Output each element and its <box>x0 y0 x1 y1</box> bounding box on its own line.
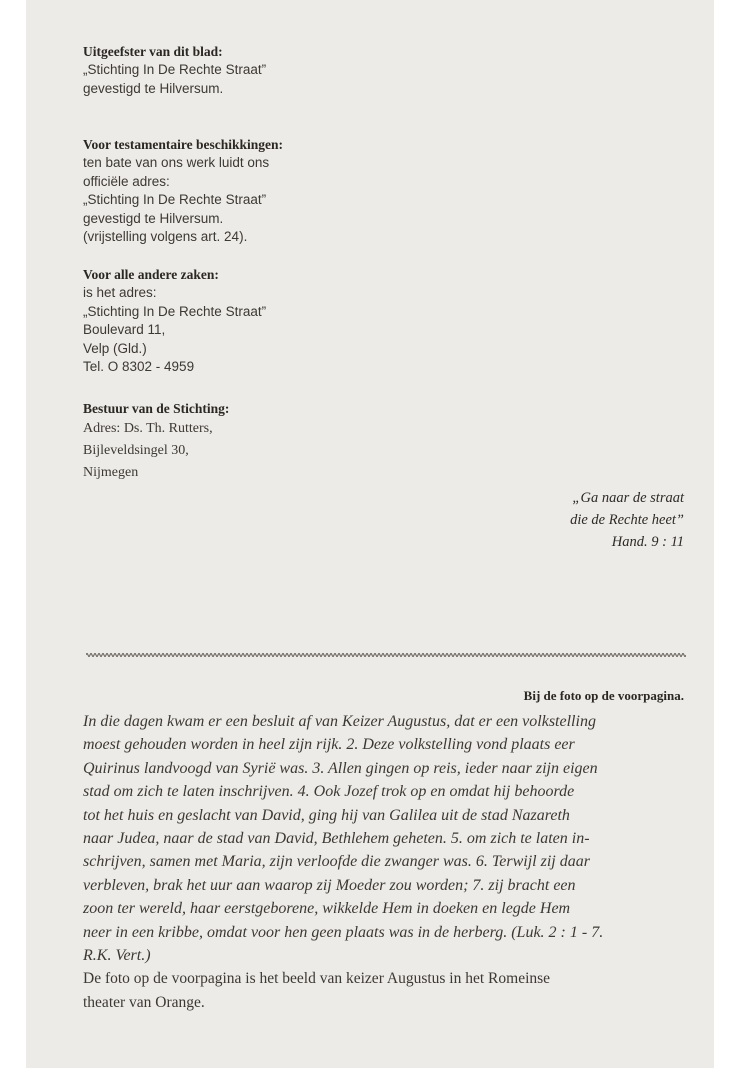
other-line: Velp (Gld.) <box>83 340 147 356</box>
scripture-line: verbleven, brak het uur aan waarop zij Moeder zou worden; 7. zij bracht een <box>83 876 576 894</box>
other-line: Tel. O 8302 - 4959 <box>83 359 195 374</box>
other-line: is het adres: <box>83 285 157 300</box>
quote-line: die de Rechte heet” <box>570 512 684 528</box>
board-heading: Bestuur van de Stichting: <box>83 401 230 416</box>
other-line: Boulevard 11, <box>83 322 166 337</box>
bible-quote <box>570 487 684 553</box>
scripture-line: R.K. Vert.) <box>83 947 151 965</box>
bequests-line: gevestigd te Hilversum. <box>83 210 224 226</box>
scripture-line: tot het huis en geslacht van David, ging hij van Galilea uit de stad Nazareth <box>83 806 570 824</box>
board-line: Bijleveldsingel 30, <box>83 443 189 458</box>
bequests-line: ten bate van ons werk luidt ons <box>83 155 270 170</box>
board-line: Nijmegen <box>83 465 139 480</box>
scripture-line: neer in een kribbe, omdat voor hen geen plaats was in de herberg. (Luk. 2 : 1 - 7. <box>83 923 604 941</box>
photo-note-line: theater van Orange. <box>83 993 205 1011</box>
publisher-heading: Uitgeefster van dit blad: <box>83 44 223 59</box>
scripture-line: schrijven, samen met Maria, zijn verloofde die zwanger was. 6. Terwijl zij daar <box>83 853 590 871</box>
scripture-line: naar Judea, naar de stad van David, Bethlehem geheten. 5. om zich te laten in- <box>83 830 590 848</box>
bequests-block <box>83 136 503 247</box>
board-line: Adres: Ds. Th. Rutters, <box>83 421 213 436</box>
page <box>26 0 714 1068</box>
scripture-line: moest gehouden worden in heel zijn rijk. 2. Deze volkstelling vond plaats eer <box>83 736 575 754</box>
quote-reference: Hand. 9 : 11 <box>611 534 684 550</box>
publisher-line: gevestigd te Hilversum. <box>83 80 224 96</box>
caption-title: Bij de foto op de voorpagina. <box>523 688 684 703</box>
publisher-block <box>83 43 503 98</box>
other-heading: Voor alle andere zaken: <box>83 267 219 282</box>
quote-line: „Ga naar de straat <box>572 490 684 506</box>
bequests-line: „Stichting In De Rechte Straat” <box>83 192 267 207</box>
wavy-divider <box>86 650 686 660</box>
scripture-line: Quirinus landvoogd van Syrië was. 3. Allen gingen op reis, ieder naar zijn eigen <box>83 759 598 777</box>
bequests-heading: Voor testamentaire beschikkingen: <box>83 137 284 152</box>
scripture-line: stad om zich te laten inschrijven. 4. Ook Jozef trok op en omdat hij behoorde <box>83 783 575 801</box>
bequests-line: (vrijstelling volgens art. 24). <box>83 229 248 244</box>
scripture-line: zoon ter wereld, haar eerstgeborene, wikkelde Hem in doeken en legde Hem <box>83 900 571 918</box>
caption-body <box>83 710 683 1014</box>
bequests-line: officiële adres: <box>83 173 170 189</box>
photo-note-line: De foto op de voorpagina is het beeld van keizer Augustus in het Romeinse <box>83 970 551 988</box>
board-block <box>83 400 503 484</box>
other-matters-block <box>83 266 503 377</box>
publisher-line: „Stichting In De Rechte Straat” <box>83 62 267 77</box>
other-line: „Stichting In De Rechte Straat” <box>83 303 267 319</box>
scripture-line: In die dagen kwam er een besluit af van Keizer Augustus, dat er een volkstelling <box>83 713 596 730</box>
